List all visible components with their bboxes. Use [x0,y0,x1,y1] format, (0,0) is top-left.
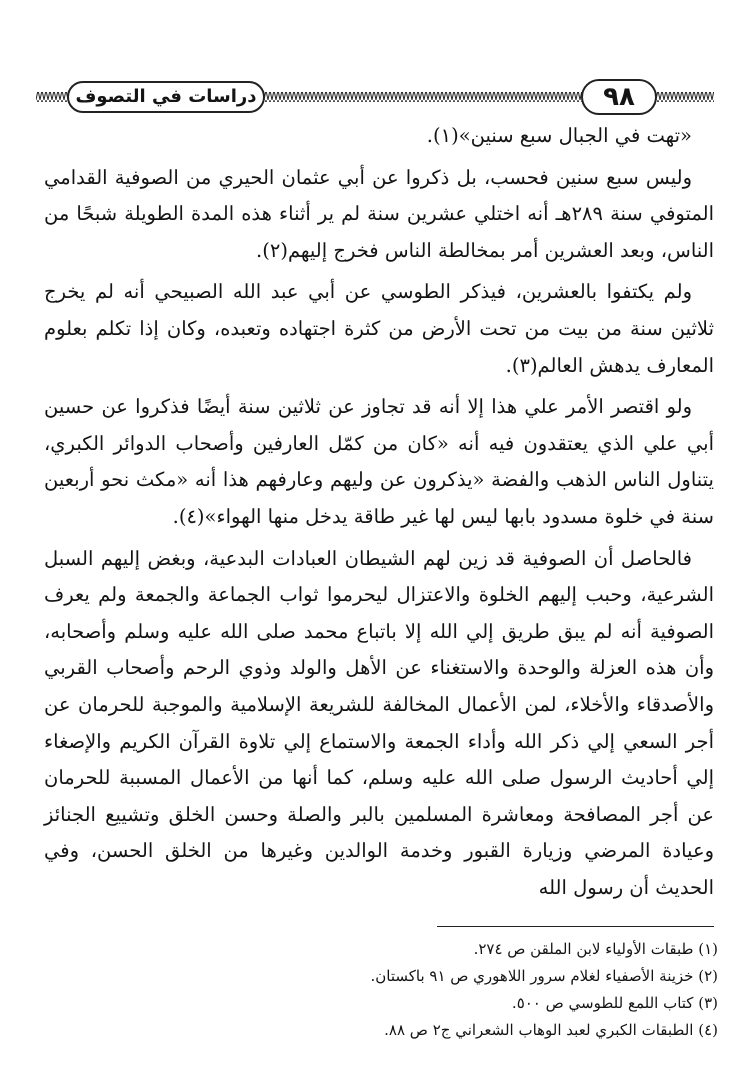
footnote: (٢) خزينة الأصفياء لغلام سرور اللاهوري ص ٩١ باكستان. [370,967,718,985]
paragraph: وليس سبع سنين فحسب، بل ذكروا عن أبي عثمان الحيري من الصوفية القدامي المتوفي سنة ٢٨٩هـ أنه اختلي عشرين سنة لم ير أثناء هذه المدة الطويلة شبحًا من الناس، وبعد العشرين أمر بمخالطة الناس فخرج إليهم(٢). [44,165,714,262]
footnote: (٤) الطبقات الكبري لعبد الوهاب الشعراني ج٢ ص ٨٨. [384,1021,718,1039]
page-header [0,0,750,125]
page-number: ٩٨ [603,82,635,112]
footnote: (٣) كتاب اللمع للطوسي ص ٥٠٠. [511,994,718,1012]
paragraph: ولو اقتصر الأمر علي هذا إلا أنه قد تجاوز عن ثلاثين سنة أيضًا فذكروا عن حسين أبي علي الذي يعتقدون فيه أنه «كان من كمّل العارفين وأصحاب الدوائر الكبري، يتناول الناس الذهب والفضة «يذكرون عن وليهم وعارفهم هذا أنه «مكث نحو أربعين سنة في خلوة مسدود بابها ليس لها غير طاقة يدخل منها الهواء»(٤). [44,395,714,528]
hatch-band-middle [264,92,582,102]
paragraph: ولم يكتفوا بالعشرين، فيذكر الطوسي عن أبي عبد الله الصبيحي أنه لم يخرج ثلاثين سنة من بيت من تحت الأرض من كثرة اجتهاده وتعبده، وكان إذا تكلم بعلوم المعارف يدهش العالم(٣). [44,280,714,377]
paragraph: «تهت في الجبال سبع سنين»(١). [426,124,692,147]
hatch-band-right [656,92,714,102]
footnote-divider [437,926,714,927]
book-title: دراسات في التصوف [75,86,257,107]
footnotes [44,936,718,1044]
paragraph: فالحاصل أن الصوفية قد زين لهم الشيطان العبادات البدعية، وبغض إليهم السبل الشرعية، وحبب إليهم الخلوة والاعتزال ليحرموا ثواب الجماعة والجمعة ولم يعرف الصوفية أنه لم يبق طريق إلي الله إلا باتباع محمد صلى الله عليه وسلم وأصحابه، وأن هذه العزلة والوحدة والاستغناء عن الأهل والولد وذوي الرحم وأصحاب القربي والأصدقاء والأخلاء، لمن الأعمال المخالفة للشريعة الإسلامية والموجبة للحرمان عن أجر السعي إلي ذكر الله وأداء الجمعة والاستماع إلي تلاوة القرآن الكريم والإصغاء إلي أحاديث الرسول صلى الله عليه وسلم، كما أنها من الأعمال المسببة للحرمان عن أجر المصافحة ومعاشرة المسلمين بالبر والصلة وحسن الخلق وتشييع الجنائز وعيادة المرضي وزيارة القبور وخدمة الوالدين وغيرها من الخلق الحسن، وفي الحديث أن رسول الله [44,546,714,899]
hatch-band-left [36,92,68,102]
body-text [44,118,714,911]
footnote: (١) طبقات الأولياء لابن الملقن ص ٢٧٤. [473,940,718,958]
